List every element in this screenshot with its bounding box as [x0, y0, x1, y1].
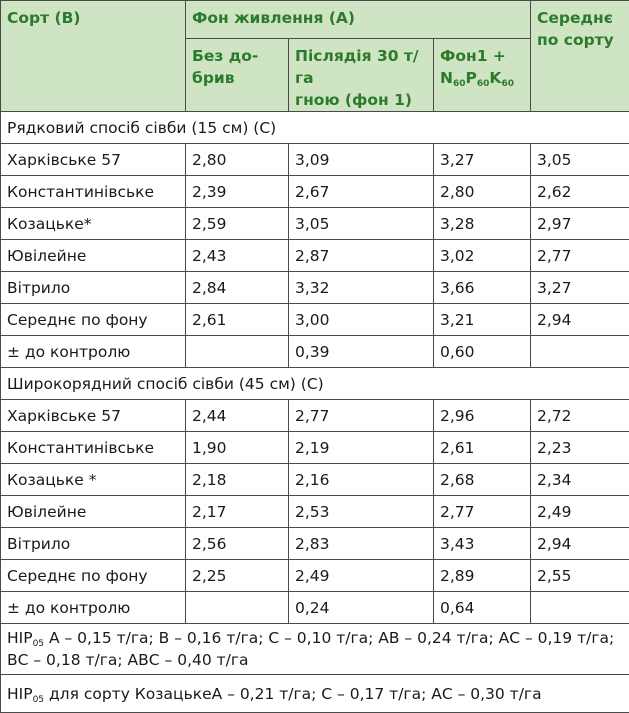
nir-note-1: $НІР_{05}$ А – 0,15 т/га; В – 0,16 т/га; С – 0,10 т/га; АВ – 0,24 т/га; АС – 0,19 т/га; ВС – 0,18 т/га; АВС – 0,40 т/га: [1, 624, 629, 675]
npk-cell: 3,28: [434, 208, 531, 240]
header-background-npk: Фон1 + $N_{60}P_{60}K_{60}$: [434, 39, 531, 112]
variety-cell: Середнє по фону: [1, 560, 186, 592]
variety-cell: Вітрило: [1, 528, 186, 560]
notes: [1, 624, 629, 713]
average-cell: [531, 592, 629, 624]
npk-cell: 3,27: [434, 144, 531, 176]
variety-cell: Вітрило: [1, 272, 186, 304]
table-row: [1, 208, 629, 240]
manure-cell: 2,67: [289, 176, 434, 208]
table-row: [1, 528, 629, 560]
npk-cell: 0,60: [434, 336, 531, 368]
no-fertilizer-cell: 2,43: [186, 240, 289, 272]
average-cell: 3,27: [531, 272, 629, 304]
average-cell: 2,23: [531, 432, 629, 464]
no-fertilizer-cell: 2,18: [186, 464, 289, 496]
average-cell: 3,05: [531, 144, 629, 176]
manure-cell: 2,77: [289, 400, 434, 432]
manure-cell: 2,49: [289, 560, 434, 592]
no-fertilizer-cell: 2,39: [186, 176, 289, 208]
nir-note-2: $НІР_{05}$ для сорту КозацькеА – 0,21 т/га; С – 0,17 т/га; АС – 0,30 т/га: [1, 675, 629, 713]
variety-cell: Ювілейне: [1, 496, 186, 528]
table-row: [1, 272, 629, 304]
header-manure-aftereffect: Післядія 30 т/га гною (фон 1): [289, 39, 434, 112]
table-row: [1, 464, 629, 496]
no-fertilizer-cell: [186, 336, 289, 368]
average-cell: 2,49: [531, 496, 629, 528]
average-cell: 2,55: [531, 560, 629, 592]
average-cell: 2,94: [531, 528, 629, 560]
manure-cell: 0,24: [289, 592, 434, 624]
npk-cell: 2,96: [434, 400, 531, 432]
section-title: Рядковий спосіб сівби (15 см) (С): [1, 112, 629, 144]
npk-cell: 2,80: [434, 176, 531, 208]
manure-cell: 2,53: [289, 496, 434, 528]
no-fertilizer-cell: 2,61: [186, 304, 289, 336]
npk-cell: 3,43: [434, 528, 531, 560]
average-cell: 2,72: [531, 400, 629, 432]
no-fertilizer-cell: 2,56: [186, 528, 289, 560]
no-fertilizer-cell: [186, 592, 289, 624]
table-row: [1, 432, 629, 464]
table-row: [1, 496, 629, 528]
variety-cell: Ювілейне: [1, 240, 186, 272]
variety-cell: Константинівське: [1, 176, 186, 208]
manure-cell: 3,32: [289, 272, 434, 304]
npk-cell: 0,64: [434, 592, 531, 624]
manure-cell: 3,00: [289, 304, 434, 336]
average-cell: 2,77: [531, 240, 629, 272]
variety-cell: Константинівське: [1, 432, 186, 464]
no-fertilizer-cell: 2,17: [186, 496, 289, 528]
manure-cell: 2,16: [289, 464, 434, 496]
variety-cell: ± до контролю: [1, 336, 186, 368]
table-row: [1, 240, 629, 272]
npk-cell: 2,77: [434, 496, 531, 528]
table-row: [1, 336, 629, 368]
table-body: [1, 112, 629, 624]
table-row: [1, 144, 629, 176]
average-cell: [531, 336, 629, 368]
header-variety: Сорт (В): [1, 1, 186, 112]
header-average: [531, 1, 629, 112]
npk-cell: 3,66: [434, 272, 531, 304]
variety-cell: Харківське 57: [1, 400, 186, 432]
no-fertilizer-cell: 2,80: [186, 144, 289, 176]
section-row: [1, 112, 629, 144]
table-row: [1, 592, 629, 624]
no-fertilizer-cell: 1,90: [186, 432, 289, 464]
no-fertilizer-cell: 2,25: [186, 560, 289, 592]
npk-cell: 2,89: [434, 560, 531, 592]
header-average-line2: по сорту: [537, 31, 614, 49]
npk-cell: 2,68: [434, 464, 531, 496]
manure-cell: 2,87: [289, 240, 434, 272]
variety-cell: Харківське 57: [1, 144, 186, 176]
header-no-fertilizer: Без до- брив: [186, 39, 289, 112]
average-cell: 2,62: [531, 176, 629, 208]
table-row: [1, 304, 629, 336]
header-average-line1: Середнє: [537, 9, 613, 27]
table-row: [1, 400, 629, 432]
manure-cell: 2,19: [289, 432, 434, 464]
average-cell: 2,34: [531, 464, 629, 496]
manure-cell: 0,39: [289, 336, 434, 368]
npk-cell: 3,21: [434, 304, 531, 336]
manure-cell: 2,83: [289, 528, 434, 560]
average-cell: 2,97: [531, 208, 629, 240]
table-row: [1, 560, 629, 592]
manure-cell: 3,09: [289, 144, 434, 176]
average-cell: 2,94: [531, 304, 629, 336]
section-row: [1, 368, 629, 400]
header-nutrition: Фон живлення (А): [186, 1, 531, 39]
variety-cell: Середнє по фону: [1, 304, 186, 336]
table-row: [1, 176, 629, 208]
no-fertilizer-cell: 2,59: [186, 208, 289, 240]
no-fertilizer-cell: 2,44: [186, 400, 289, 432]
variety-cell: Козацьке*: [1, 208, 186, 240]
variety-cell: ± до контролю: [1, 592, 186, 624]
variety-cell: Козацьке *: [1, 464, 186, 496]
manure-cell: 3,05: [289, 208, 434, 240]
section-title: Широкорядний спосіб сівби (45 см) (С): [1, 368, 629, 400]
npk-cell: 2,61: [434, 432, 531, 464]
npk-cell: 3,02: [434, 240, 531, 272]
no-fertilizer-cell: 2,84: [186, 272, 289, 304]
